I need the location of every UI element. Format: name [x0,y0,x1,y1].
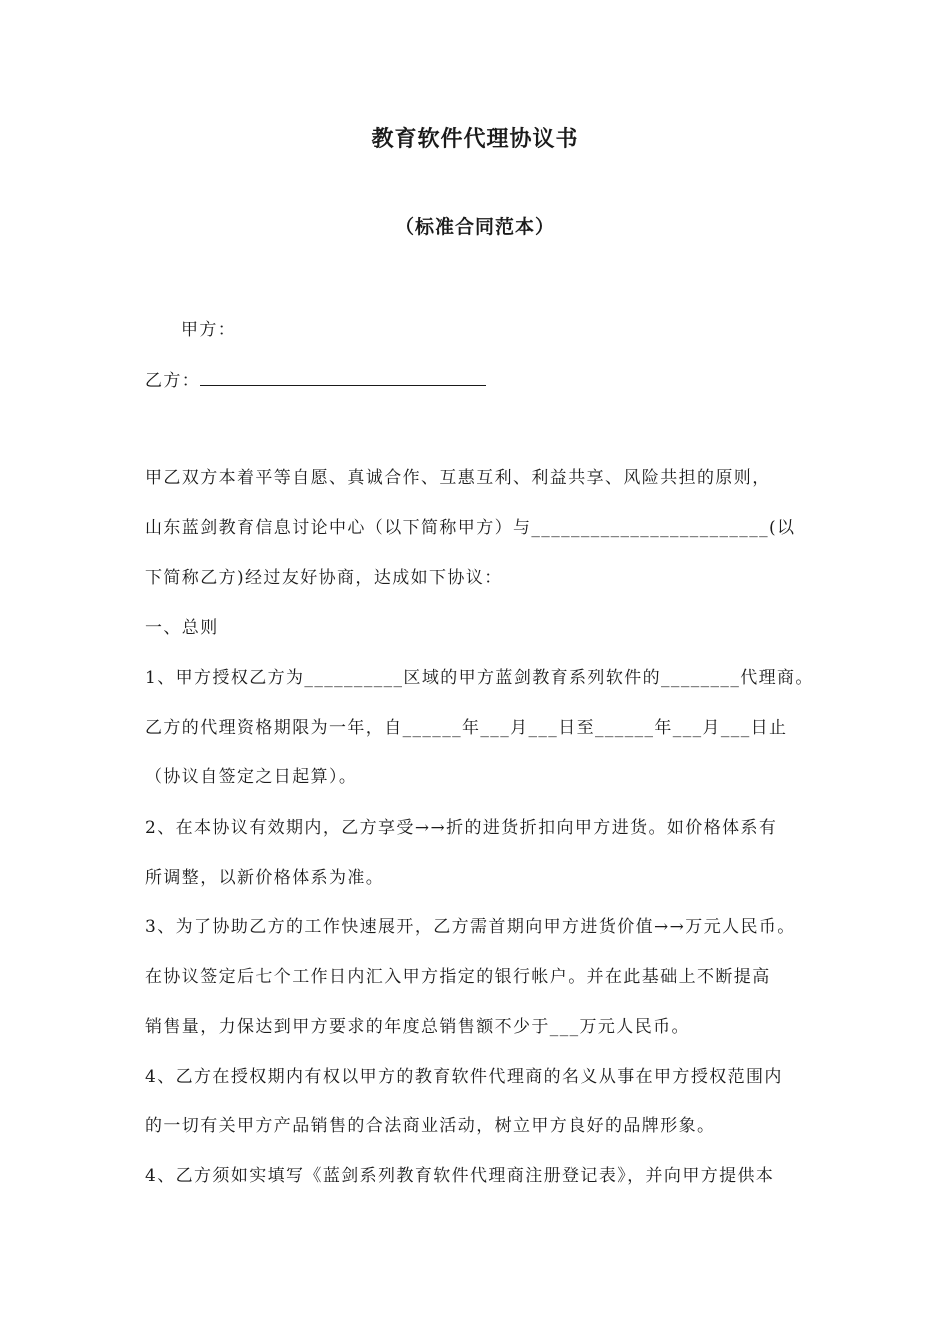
paragraph-line: 2、在本协议有效期内，乙方享受→→折的进货折扣向甲方进货。如价格体系有 [145,818,778,838]
document-subtitle: （标准合同范本） [394,216,555,238]
paragraph-line: 山东蓝剑教育信息讨论中心（以下简称甲方）与________________________(以 [145,518,796,538]
paragraph-line: 下简称乙方)经过友好协商，达成如下协议： [145,568,503,588]
paragraph-line: 在协议签定后七个工作日内汇入甲方指定的银行帐户。并在此基础上不断提高 [145,967,771,987]
paragraph-line: 销售量，力保达到甲方要求的年度总销售额不少于___万元人民币。 [145,1017,690,1037]
paragraph-line: 1、甲方授权乙方为__________区域的甲方蓝剑教育系列软件的________代理商。 [145,668,814,688]
party-a-label: 甲方： [181,320,237,340]
party-b-blank [200,368,486,386]
document-title: 教育软件代理协议书 [371,127,579,152]
party-b-label: 乙方： [145,371,201,391]
paragraph-line: （协议自签定之日起算）。 [145,767,358,787]
paragraph-line: 的一切有关甲方产品销售的合法商业活动，树立甲方良好的品牌形象。 [145,1116,716,1136]
paragraph-line: 乙方的代理资格期限为一年，自______年___月___日至______年___月___日止 [145,718,788,738]
paragraph-line: 4、乙方在授权期内有权以甲方的教育软件代理商的名义从事在甲方授权范围内 [145,1067,783,1087]
paragraph-line: 3、为了协助乙方的工作快速展开，乙方需首期向甲方进货价值→→万元人民币。 [145,917,796,937]
paragraph-line: 所调整，以新价格体系为准。 [145,868,385,888]
paragraph-line: 4、乙方须如实填写《蓝剑系列教育软件代理商注册登记表》，并向甲方提供本 [145,1166,775,1186]
paragraph-line: 甲乙双方本着平等自愿、真诚合作、互惠互利、利益共享、风险共担的原则， [145,468,771,488]
section-heading: 一、总则 [145,618,219,638]
party-b-line [145,368,486,392]
